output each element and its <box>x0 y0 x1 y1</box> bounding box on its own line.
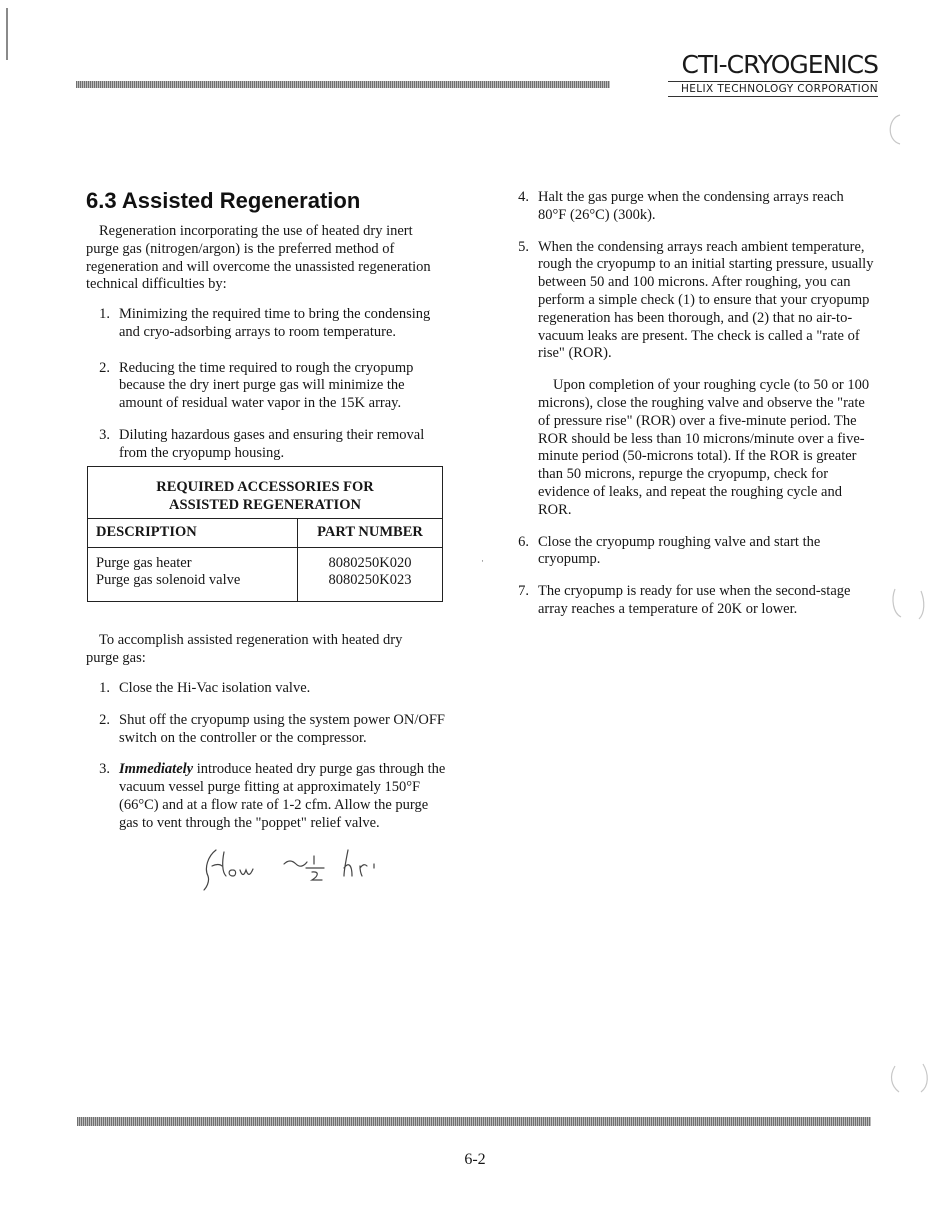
table-body <box>88 547 443 601</box>
list-number: 1. <box>99 306 110 322</box>
list-text: When the condensing arrays reach ambient temperature, rough the cryopump to an initial starting pressure, usually between 50 and 100 microns. After roughing, you can perform a simple check (1) to ensure that your cryopump regeneration has been thorough, and (2) that no air-to-vacuum leaks are present. The check is called a "rate of rise" (ROR). <box>538 238 874 362</box>
table-title-line: ASSISTED REGENERATION <box>169 496 361 513</box>
list-item <box>86 427 446 463</box>
binder-hole-mark <box>885 1058 935 1098</box>
binder-hole-mark <box>885 585 935 625</box>
company-subtitle: HELIX TECHNOLOGY CORPORATION <box>668 81 878 97</box>
page-number: 6-2 <box>464 1151 486 1168</box>
list-item <box>86 680 446 698</box>
list-text: Halt the gas purge when the condensing arrays reach 80°F (26°C) (300k). <box>538 189 844 223</box>
list-text: The cryopump is ready for use when the second-stage array reaches a temperature of 20K or lower. <box>538 583 851 617</box>
list-text <box>119 761 446 832</box>
table-cell: 8080250K023 <box>328 572 412 588</box>
step-text: introduce heated dry purge gas through the vacuum vessel purge fitting at approximately 150°F (66°C) and at a flow rate of 1-2 cfm. Allow the purge gas to vent through the "poppet" relief valve. <box>119 761 446 831</box>
table-title <box>88 467 443 519</box>
company-logo: CTI-CRYOGENICS <box>681 50 878 79</box>
ror-paragraph: Upon completion of your roughing cycle (to 50 or 100 microns), close the roughing valve and observe the "rate of pressure rise" (ROR) over a five-minute period. The ROR should be less than 10 microns/minute over a five-minute period (50-microns total). If the ROR is greater than 50 microns, repurge the cryopump, check for evidence of leaks, and repeat the roughing cycle and ROR. <box>538 377 870 518</box>
part-number-cell <box>298 547 443 601</box>
list-item <box>86 360 446 413</box>
list-number: 4. <box>518 189 529 205</box>
list-item <box>86 306 446 342</box>
description-cell <box>88 547 298 601</box>
list-text: Diluting hazardous gases and ensuring their removal from the cryopump housing. <box>119 426 425 461</box>
stray-mark: · <box>481 556 484 566</box>
benefits-list <box>86 306 446 463</box>
list-item <box>86 761 446 832</box>
handwritten-note <box>198 842 388 894</box>
accessories-table <box>87 466 443 602</box>
list-number: 2. <box>99 359 110 376</box>
list-item <box>86 712 446 748</box>
list-text: Reducing the time required to rough the cryopump because the dry inert purge gas will minimize the amount of residual water vapor in the 15K array. <box>119 359 414 412</box>
list-number: 5. <box>518 238 529 255</box>
column-header-description: DESCRIPTION <box>88 519 298 548</box>
section-intro: Regeneration incorporating the use of heated dry inert purge gas (nitrogen/argon) is the preferred method of regeneration and will overcome the unassisted regeneration technical difficulties by: <box>86 223 431 293</box>
list-number: 6. <box>518 533 529 550</box>
table-title-line: REQUIRED ACCESSORIES FOR <box>156 479 374 495</box>
emphasis-text: Immediately <box>119 761 194 778</box>
binder-hole-mark <box>880 110 930 150</box>
list-text: Close the Hi-Vac isolation valve. <box>119 680 311 696</box>
table-cell: Purge gas solenoid valve <box>96 572 241 588</box>
header-bar <box>76 81 610 88</box>
procedure-steps-right <box>505 189 875 619</box>
list-number: 7. <box>518 583 529 600</box>
list-number: 3. <box>99 761 110 778</box>
list-text: Minimizing the required time to bring the condensing and cryo-adsorbing arrays to room temperature. <box>119 306 431 340</box>
table-cell: 8080250K020 <box>328 554 412 571</box>
list-item <box>505 189 875 225</box>
list-number: 2. <box>99 711 110 728</box>
list-number: 3. <box>99 426 110 443</box>
list-number: 1. <box>99 680 110 696</box>
list-text: Shut off the cryopump using the system power ON/OFF switch on the controller or the compressor. <box>119 711 445 746</box>
procedure-intro: To accomplish assisted regeneration with heated dry purge gas: <box>86 632 403 666</box>
section-heading: 6.3 Assisted Regeneration <box>86 188 361 213</box>
list-item <box>505 239 875 364</box>
list-text: Close the cryopump roughing valve and start the cryopump. <box>538 533 821 568</box>
list-item <box>505 583 875 619</box>
procedure-steps-left <box>86 680 446 833</box>
list-item <box>505 534 875 570</box>
table-cell: Purge gas heater <box>96 554 192 571</box>
column-header-part-number: PART NUMBER <box>298 519 443 548</box>
footer-bar <box>77 1117 871 1126</box>
margin-rule <box>6 8 8 60</box>
